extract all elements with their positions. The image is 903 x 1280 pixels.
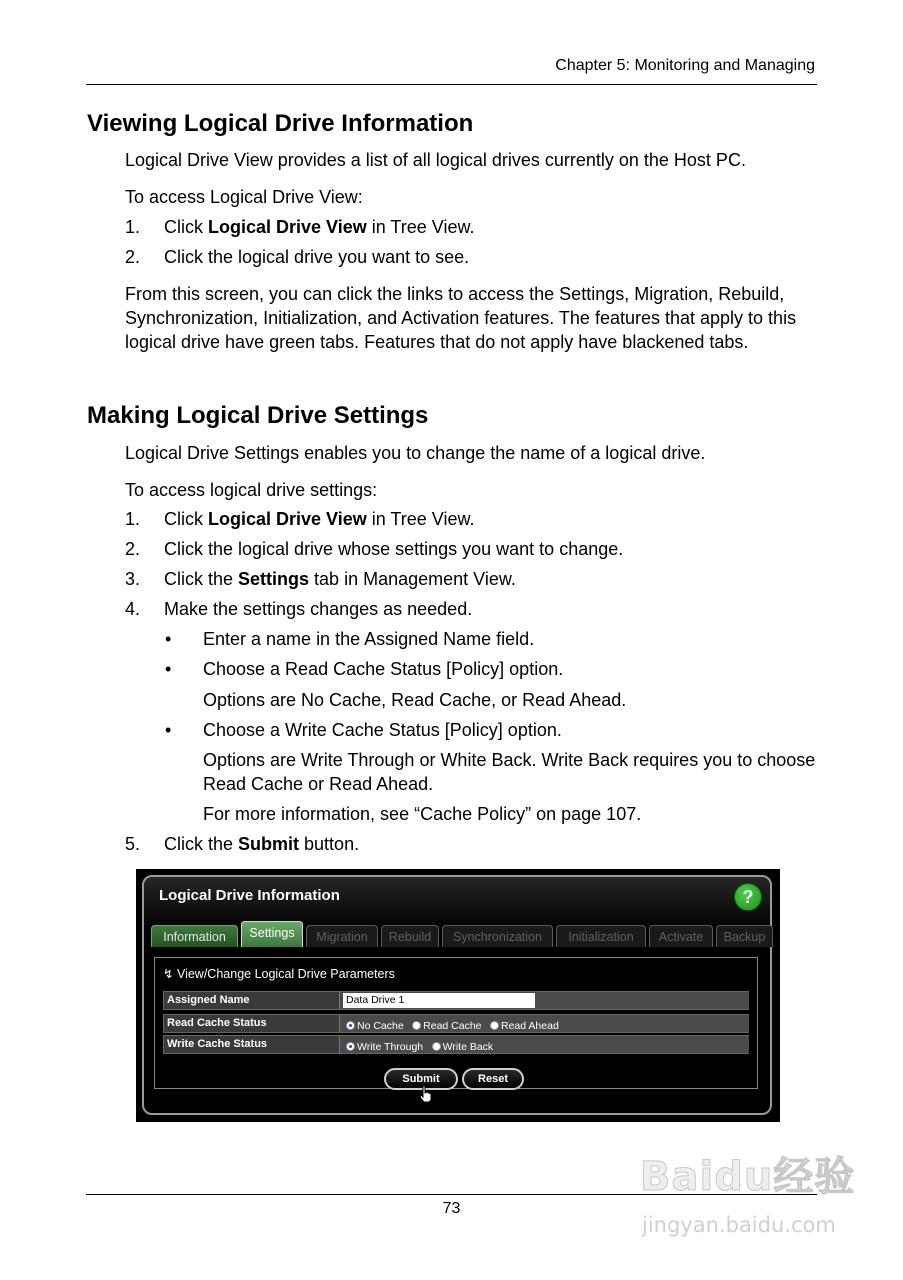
- tab-rebuild: Rebuild: [381, 925, 439, 947]
- write-cache-label: Write Cache Status: [167, 1038, 268, 1050]
- tab-initialization: Initialization: [556, 925, 646, 947]
- cache-policy-reference: For more information, see “Cache Policy” on page 107.: [203, 804, 642, 824]
- section2-access: To access logical drive settings:: [125, 480, 378, 500]
- logical-drive-panel: [142, 875, 772, 1115]
- tab-settings[interactable]: Settings: [241, 921, 303, 947]
- watermark-logo: Baidu经验: [640, 1154, 856, 1200]
- assigned-name-row: [163, 991, 749, 1010]
- header-rule: [86, 84, 817, 85]
- radio-read-ahead[interactable]: [490, 1021, 499, 1030]
- section1-intro: Logical Drive View provides a list of all logical drives currently on the Host PC.: [125, 150, 746, 170]
- submit-button[interactable]: Submit: [384, 1068, 458, 1090]
- tab-backup: Backup: [716, 925, 773, 947]
- section2-step-2: 2. Click the logical drive whose settings you want to change.: [125, 539, 624, 559]
- read-cache-options-note: Options are No Cache, Read Cache, or Read Ahead.: [203, 690, 627, 710]
- bullet-assigned-name: • Enter a name in the Assigned Name field.: [165, 629, 535, 649]
- page-number: 73: [442, 1200, 461, 1217]
- section1-step-1: 1. Click Logical Drive View in Tree View.: [125, 217, 475, 237]
- section1-step-2: 2. Click the logical drive you want to see.: [125, 247, 470, 267]
- tab-activate: Activate: [649, 925, 713, 947]
- read-cache-label: Read Cache Status: [167, 1017, 267, 1029]
- radio-write-through[interactable]: [346, 1042, 355, 1051]
- section2-step-5: 5. Click the Submit button.: [125, 834, 360, 854]
- watermark-url: jingyan.baidu.com: [642, 1213, 836, 1237]
- section2-step-4: 4. Make the settings changes as needed.: [125, 599, 473, 619]
- section-title-viewing: Viewing Logical Drive Information: [87, 110, 474, 137]
- help-icon[interactable]: ?: [734, 883, 762, 911]
- tab-information[interactable]: Information: [151, 925, 238, 947]
- panel-title: Logical Drive Information: [159, 887, 340, 904]
- logical-drive-screenshot: [136, 869, 780, 1122]
- bullet-write-cache: • Choose a Write Cache Status [Policy] option.: [165, 720, 562, 740]
- radio-write-back[interactable]: [432, 1042, 441, 1051]
- assigned-name-input[interactable]: Data Drive 1: [343, 993, 535, 1008]
- read-cache-row: Read Cache Status No Cache Read Cache Read Ahead: [163, 1014, 749, 1033]
- chevron-down-icon[interactable]: ↯: [163, 967, 174, 981]
- bullet-read-cache: • Choose a Read Cache Status [Policy] option.: [165, 659, 564, 679]
- radio-no-cache[interactable]: [346, 1021, 355, 1030]
- assigned-name-label: Assigned Name: [167, 994, 250, 1006]
- radio-read-cache[interactable]: [412, 1021, 421, 1030]
- reset-button[interactable]: Reset: [462, 1068, 524, 1090]
- section1-access: To access Logical Drive View:: [125, 187, 363, 207]
- parameters-box: [154, 957, 758, 1089]
- section2-step-3: 3. Click the Settings tab in Management View.: [125, 569, 516, 589]
- section2-intro: Logical Drive Settings enables you to change the name of a logical drive.: [125, 443, 706, 463]
- hand-cursor-icon: [419, 1085, 433, 1103]
- section2-step-1: 1. Click Logical Drive View in Tree View.: [125, 509, 475, 529]
- parameters-title: ↯ View/Change Logical Drive Parameters: [163, 967, 395, 981]
- tab-migration: Migration: [306, 925, 378, 947]
- baidu-watermark: [640, 1145, 856, 1237]
- section1-paragraph: From this screen, you can click the links to access the Settings, Migration, Rebuild, Synchronization, Initialization, and Activation features. The features that apply to this logical drive have green tabs. Features that do not apply have blackened tabs.: [125, 284, 797, 352]
- write-cache-options-note: Options are Write Through or White Back. Write Back requires you to choose Read Cache or Read Ahead.: [203, 750, 816, 794]
- running-header: Chapter 5: Monitoring and Managing: [555, 57, 815, 74]
- write-cache-row: Write Cache Status Write Through Write Back: [163, 1035, 749, 1054]
- tab-synchronization: Synchronization: [442, 925, 553, 947]
- section-title-settings: Making Logical Drive Settings: [87, 402, 429, 429]
